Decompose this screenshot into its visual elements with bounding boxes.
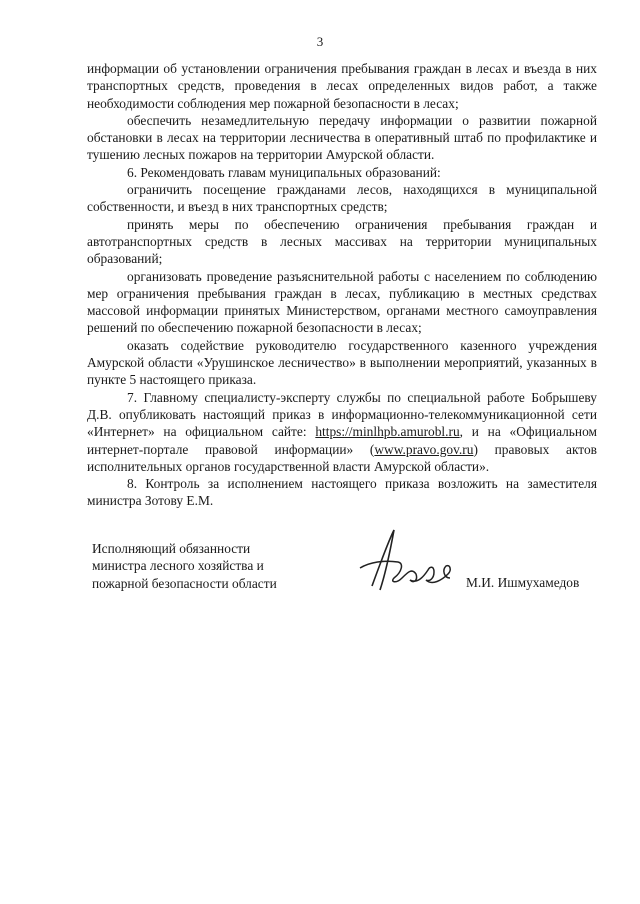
page-number: 3	[316, 34, 324, 49]
item7-text-start: 7. Главному специалисту-эксперту службы по специальной работе Бобрышеву Д.В. опубликовать настоящий приказ в информационно-телекоммуникационной сети «Интернет» на официальном сайте:	[87, 389, 597, 440]
pravo-portal-link[interactable]: www.pravo.gov.ru	[374, 441, 474, 457]
document-body	[87, 60, 597, 510]
paragraph-fire-info: обеспечить незамедлительную передачу информации о развитии пожарной обстановки в лесах на территории лесничества в оперативный штаб по профилактике и тушению лесных пожаров на территории Амурской области.	[87, 112, 597, 163]
paragraph-outreach: организовать проведение разъяснительной работы с населением по соблюдению мер ограничения пребывания граждан в лесах, публикацию в местных средствах массовой информации принятых Министерством, органами местного самоуправления решений по обеспечению пожарной безопасности в лесах;	[87, 268, 597, 336]
paragraph-continuation: информации об установлении ограничения пребывания граждан в лесах и въезда в них транспортных средств, проведения в лесах определенных видов работ, а также необходимости соблюдения мер пожарной безопасности в лесах;	[87, 61, 597, 111]
signer-position-line: пожарной безопасности области	[92, 575, 277, 591]
signature-block	[92, 540, 592, 592]
paragraph-item-7	[87, 389, 597, 475]
item7-text-end: ) правовых актов исполнительных органов государственной власти Амурской области».	[87, 441, 597, 474]
paragraph-restrict-vehicles: принять меры по обеспечению ограничения пребывания граждан и автотранспортных средств в лесных массивах на территории муниципальных образований;	[87, 216, 597, 267]
item7-text-middle: , и на «Официальном интернет-портале правовой информации» (	[87, 424, 597, 457]
handwritten-signature	[350, 524, 460, 604]
paragraph-restrict-visits: ограничить посещение гражданами лесов, находящихся в муниципальной собственности, и въезд в них транспортных средств;	[87, 182, 597, 215]
signer-position-line: министра лесного хозяйства и	[92, 558, 264, 574]
paragraph-assist: оказать содействие руководителю государственного казенного учреждения Амурской области «Урушинское лесничество» в выполнении мероприятий, указанных в пункте 5 настоящего приказа.	[87, 337, 597, 388]
paragraph-item-6: 6. Рекомендовать главам муниципальных образований:	[127, 164, 441, 180]
signer-name: М.И. Ишмухамедов	[466, 575, 580, 590]
signer-position-line: Исполняющий обязанности	[92, 541, 251, 556]
minlhpb-site-link[interactable]: https://minlhpb.amurobl.ru	[315, 424, 460, 440]
paragraph-item-8: 8. Контроль за исполнением настоящего приказа возложить на заместителя министра Зотову Е.М.	[87, 476, 597, 509]
